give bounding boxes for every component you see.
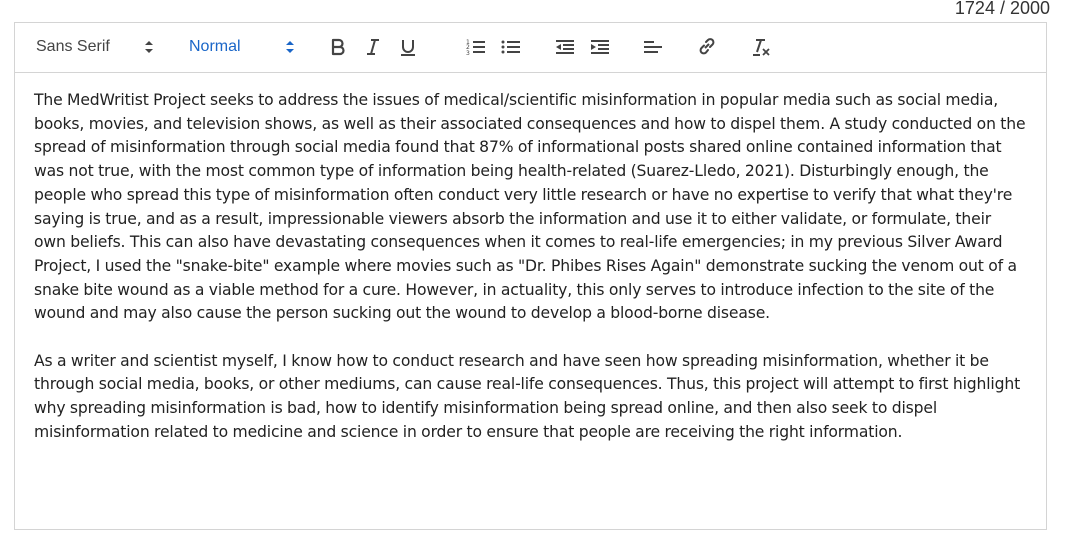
size-picker[interactable] — [189, 35, 241, 59]
paragraph-1[interactable]: The MedWritist Project seeks to address the issues of medical/scientific misinformation in popular media such as social media, books, movies, and television shows, as well as their associated consequences and how to dispel them. A study conducted on the spread of misinformation through social media found that 87% of informational posts shared online contained information that was not true, with the most common type of information being health-related (Suarez-Lledo, 2021). Disturbingly enough, the people who spread this type of misinformation often conduct very little research or have no expertise to verify that what they're saying is true, and as a result, impressionable viewers absorb the information and use it to either validate, or formulate, their own beliefs. This can also have devastating consequences when it comes to real-life emergencies; in my previous Silver Award Project, I used the "snake-bite" example where movies such as "Dr. Phibes Rises Again" demonstrate sucking the venom out of a snake bite wound as a viable method for a cure. However, in actuality, this only serves to introduce infection to the site of the wound and may also cause the person sucking out the wound to develop a blood-borne disease. — [34, 91, 1026, 323]
outdent-icon[interactable] — [553, 35, 577, 59]
align-left-icon[interactable] — [641, 35, 665, 59]
paragraph-2[interactable]: As a writer and scientist myself, I know how to conduct research and have seen how spreading misinformation, whether it be through social media, books, or other mediums, can cause real-life consequences. Thus, this project will attempt to first highlight why spreading misinformation is bad, how to identify misinformation being spread online, and then also seek to dispel misinformation related to medicine and science in order to ensure that people are receiving the right information. — [34, 351, 1021, 441]
font-picker[interactable] — [36, 35, 110, 59]
indent-icon[interactable] — [588, 35, 612, 59]
editor-toolbar — [15, 23, 1046, 73]
link-icon[interactable] — [695, 35, 719, 59]
svg-text:2: 2 — [466, 44, 470, 51]
character-counter: 1724 / 2000 — [954, 0, 1050, 18]
bullet-list-icon[interactable] — [499, 35, 523, 59]
bold-icon[interactable] — [326, 35, 350, 59]
rich-text-editor — [14, 22, 1047, 530]
underline-icon[interactable] — [396, 35, 420, 59]
svg-text:3: 3 — [466, 50, 470, 56]
font-picker-label: Sans Serif — [36, 38, 110, 55]
size-picker-arrows-icon[interactable] — [285, 37, 295, 57]
font-picker-arrows-icon[interactable] — [144, 37, 154, 57]
clear-formatting-icon[interactable] — [749, 35, 773, 59]
svg-text:1: 1 — [466, 39, 470, 46]
ordered-list-icon[interactable] — [464, 35, 488, 59]
size-picker-label: Normal — [189, 38, 241, 55]
italic-icon[interactable] — [361, 35, 385, 59]
editor-content[interactable] — [15, 73, 1046, 445]
